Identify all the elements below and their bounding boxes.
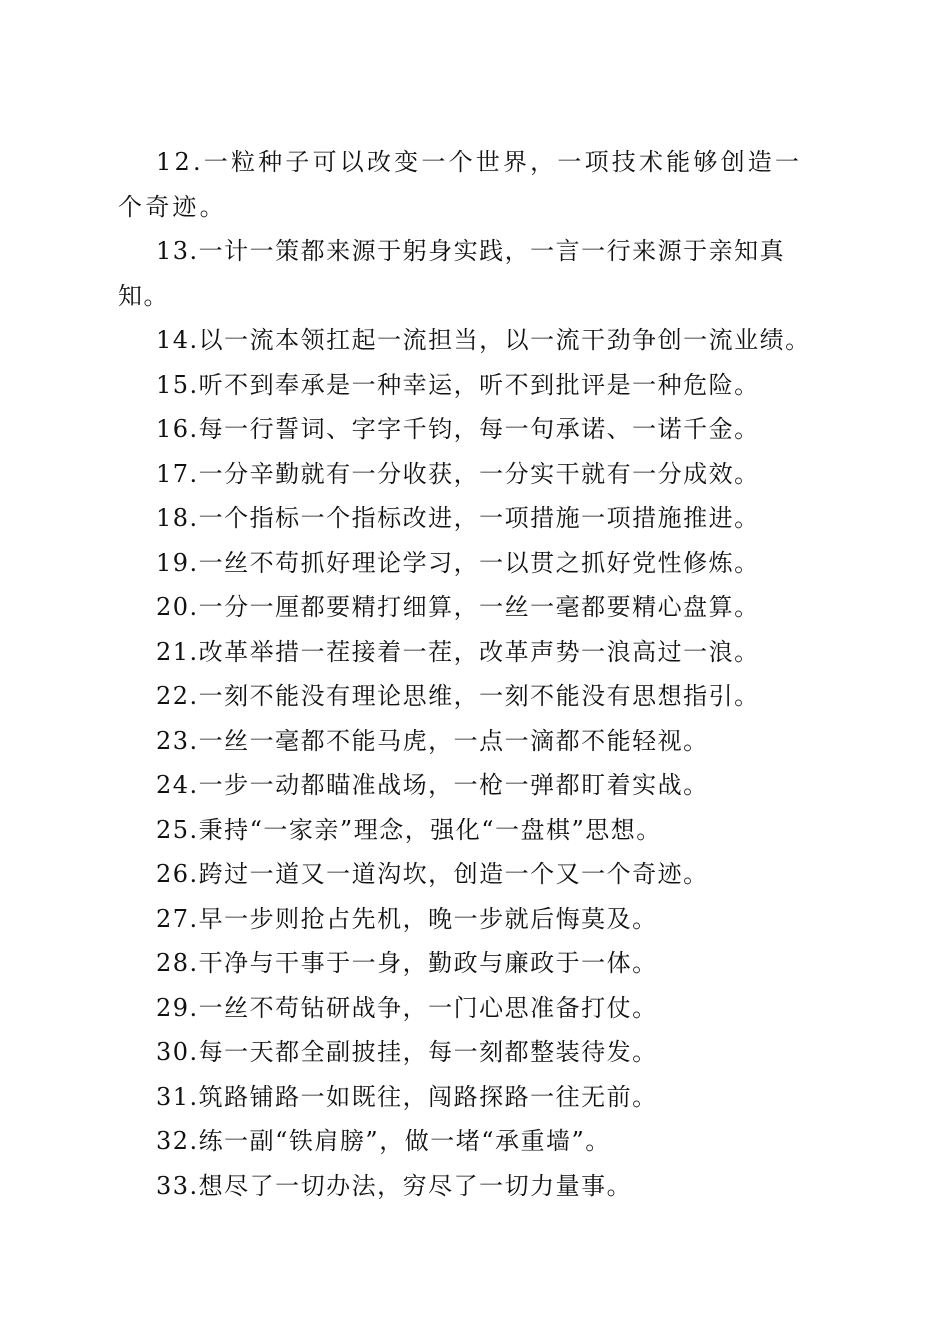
list-item: 32.练一副“铁肩膀”，做一堵“承重墙”。 [156,1127,611,1155]
list-item: 27.早一步则抢占先机，晚一步就后悔莫及。 [156,904,658,933]
list-item: 13.一计一策都来源于躬身实践，一言一行来源于亲知真知。 [118,237,786,310]
list-item: 21.改革举措一茬接着一茬，改革声势一浪高过一浪。 [156,637,760,666]
list-item: 23.一丝一毫都不能马虎，一点一滴都不能轻视。 [156,726,709,755]
document-body [118,140,828,1208]
list-item: 25.秉持“一家亲”理念，强化“一盘棋”思想。 [156,815,662,844]
list-item: 16.每一行誓词、字字千钧，每一句承诺、一诺千金。 [156,415,760,443]
list-item: 17.一分辛勤就有一分收获，一分实干就有一分成效。 [156,459,760,488]
list-item: 28.干净与干事于一身，勤政与廉政于一体。 [156,949,658,977]
list-item: 30.每一天都全副披挂，每一刻都整装待发。 [156,1038,658,1066]
list-item: 26.跨过一道又一道沟坎，创造一个又一个奇迹。 [156,860,709,888]
list-item: 12.一粒种子可以改变一个世界，一项技术能够创造一个奇迹。 [118,148,803,221]
list-item: 33.想尽了一切办法，穷尽了一切力量事。 [156,1171,633,1200]
list-item: 20.一分一厘都要精打细算，一丝一毫都要精心盘算。 [156,593,760,621]
list-item: 31.筑路铺路一如既往，闯路探路一往无前。 [156,1082,658,1111]
list-item: 19.一丝不苟抓好理论学习，一以贯之抓好党性修炼。 [156,548,760,577]
list-item: 15.听不到奉承是一种幸运，听不到批评是一种危险。 [156,370,760,399]
list-item: 29.一丝不苟钻研战争，一门心思准备打仗。 [156,993,658,1022]
list-item: 24.一步一动都瞄准战场，一枪一弹都盯着实战。 [156,771,709,799]
list-item: 22.一刻不能没有理论思维，一刻不能没有思想指引。 [156,682,760,710]
list-item: 14.以一流本领扛起一流担当，以一流干劲争创一流业绩。 [156,326,811,354]
list-item: 18.一个指标一个指标改进，一项措施一项措施推进。 [156,504,760,532]
